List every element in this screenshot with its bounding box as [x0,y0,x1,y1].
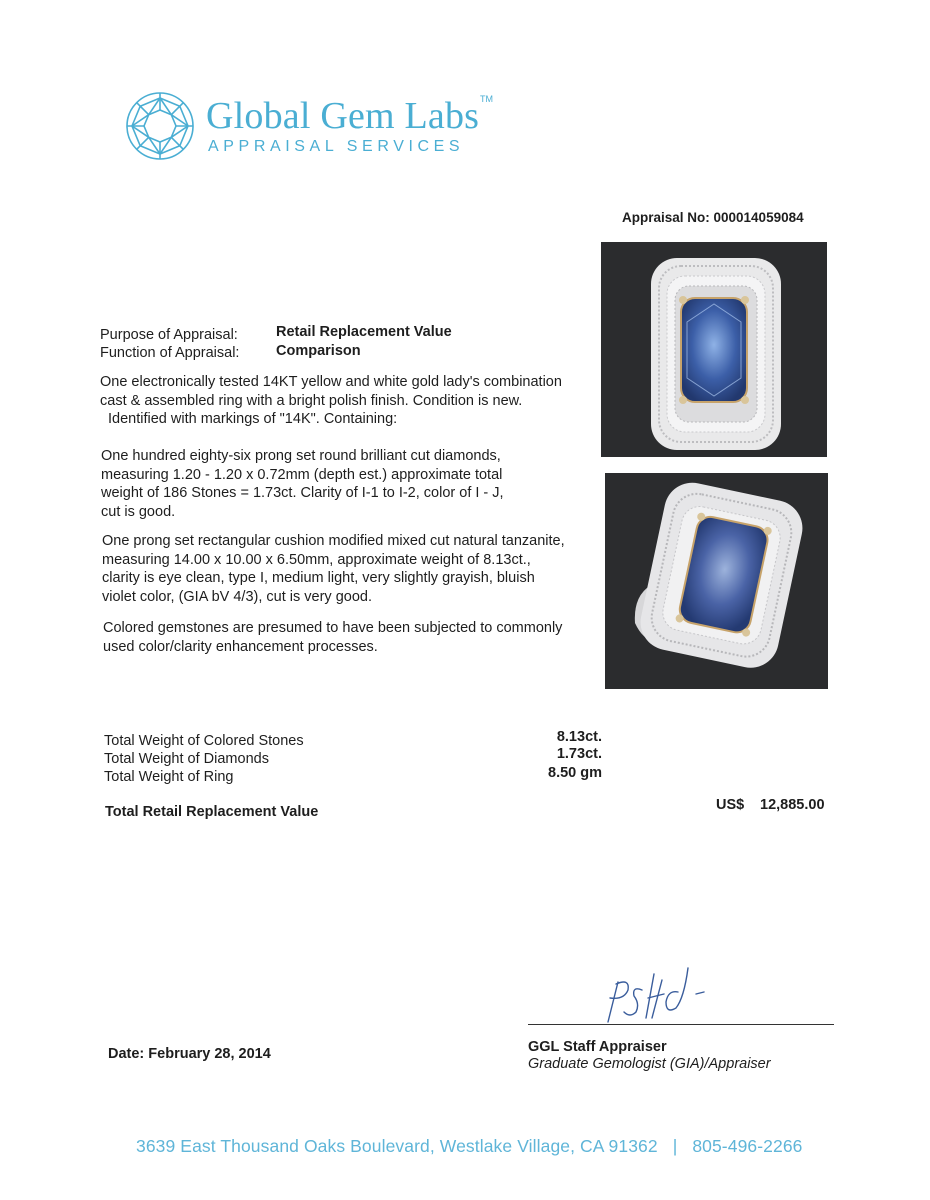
purpose-label: Purpose of Appraisal: [100,327,238,343]
desc-line: used color/clarity enhancement processes. [103,638,378,655]
currency-label: US$ [716,797,745,813]
appraiser-signature [596,962,722,1024]
footer-address: 3639 East Thousand Oaks Boulevard, Westlake Village, CA 91362 [136,1136,658,1156]
desc-line: violet color, (GIA bV 4/3), cut is very good. [102,588,372,605]
desc-line: One electronically tested 14KT yellow and white gold lady's combination [100,374,562,390]
desc-line: One hundred eighty-six prong set round brilliant cut diamonds, [101,448,501,464]
appraisal-number: Appraisal No: 000014059084 [622,210,804,225]
total-diamonds-label: Total Weight of Diamonds [104,751,269,767]
desc-line: One prong set rectangular cushion modified mixed cut natural tanzanite, [102,533,565,549]
desc-line: weight of 186 Stones = 1.73ct. Clarity of I-1 to I-2, color of I - J, [101,485,504,501]
ring-angled-view-photo [605,473,828,689]
appraiser-title: GGL Staff Appraiser [528,1039,667,1055]
function-label: Function of Appraisal: [100,345,240,361]
function-value: Comparison [276,343,361,359]
logo-tagline: APPRAISAL SERVICES [208,138,465,155]
appraiser-credentials: Graduate Gemologist (GIA)/Appraiser [528,1056,771,1072]
signature-line [528,1024,834,1025]
purpose-value: Retail Replacement Value [276,324,452,340]
desc-line: cast & assembled ring with a bright polish finish. Condition is new. [100,392,523,409]
enhancement-disclaimer [103,619,593,656]
logo-trademark: TM [480,94,493,104]
logo-name: Global Gem Labs [206,95,480,137]
diamond-description [101,447,591,521]
company-logo [124,88,504,170]
total-colored-label: Total Weight of Colored Stones [104,733,304,749]
desc-line: Identified with markings of "14K". Containing: [108,411,398,427]
desc-line: measuring 14.00 x 10.00 x 6.50mm, approximate weight of 8.13ct., [102,551,531,568]
total-ring-label: Total Weight of Ring [104,769,234,785]
footer-separator: | [672,1136,678,1156]
footer-phone: 805-496-2266 [692,1136,803,1156]
desc-line: clarity is eye clean, type I, medium light, very slightly grayish, bluish [102,570,535,586]
tanzanite-description [102,532,592,606]
round-diamond-icon [124,90,196,162]
ring-description [100,373,590,429]
desc-line: Colored gemstones are presumed to have been subjected to commonly [103,620,563,636]
appraisal-date: Date: February 28, 2014 [108,1046,271,1062]
total-retail-label: Total Retail Replacement Value [105,804,319,820]
total-ring-value: 8.50 gm [548,765,602,781]
total-diamonds-value: 1.73ct. [556,746,602,762]
desc-line: measuring 1.20 - 1.20 x 0.72mm (depth est.) approximate total [101,466,503,483]
ring-top-view-photo [601,242,827,457]
total-colored-value: 8.13ct. [556,729,602,745]
footer-contact [136,1136,803,1157]
total-retail-value: 12,885.00 [760,797,825,813]
desc-line: cut is good. [101,503,176,520]
